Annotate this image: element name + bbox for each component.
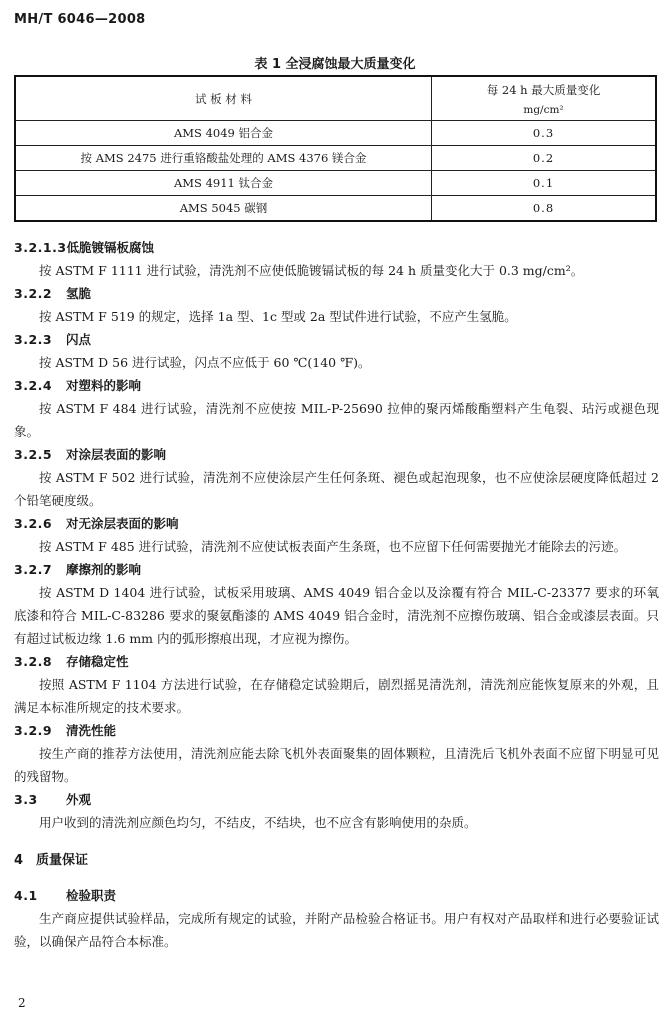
material-cell: AMS 4049 铝合金 [15, 121, 432, 146]
section-text-3-2-9: 按生产商的推荐方法使用，清洗剂应能去除飞机外表面聚集的固体颗粒，且清洗后飞机外表面不应留下明显可见的残留物。 [14, 746, 659, 784]
table-row [15, 171, 656, 196]
section-text-3-2-3: 按 ASTM D 56 进行试验，闪点不应低于 60 ℃(140 ℉)。 [39, 355, 371, 370]
material-cell: 按 AMS 2475 进行重铬酸盐处理的 AMS 4376 镁合金 [15, 146, 432, 171]
section-number: 3.2.3 [14, 332, 53, 347]
section-title: 存储稳定性 [66, 654, 129, 669]
value-cell: 0.1 [432, 171, 657, 196]
value-cell: 0.3 [432, 121, 657, 146]
section-heading-3-2-1-3 [14, 236, 659, 259]
table-caption: 表 1 全浸腐蚀最大质量变化 [254, 57, 416, 72]
section-number: 3.2.4 [14, 378, 53, 393]
section-heading-3-3 [14, 788, 659, 811]
section-title: 闪点 [66, 332, 92, 347]
section-heading-3-2-6 [14, 512, 659, 535]
section-text-3-2-6: 按 ASTM F 485 进行试验，清洗剂不应使试板表面产生条斑，也不应留下任何需要抛光才能除去的污迹。 [39, 539, 627, 554]
section-title: 摩擦剂的影响 [66, 562, 142, 577]
section-heading-4 [14, 844, 659, 878]
material-cell: AMS 5045 碳钢 [15, 196, 432, 222]
page-number: 2 [18, 996, 26, 1010]
material-cell: AMS 4911 钛合金 [15, 171, 432, 196]
section-title: 清洗性能 [66, 723, 117, 738]
section-heading-4-1 [14, 884, 659, 907]
section-text-3-2-2: 按 ASTM F 519 的规定，选择 1a 型、1c 型或 2a 型试件进行试验，不应产生氢脆。 [39, 309, 517, 324]
section-heading-3-2-5 [14, 443, 659, 466]
section-text-4-1: 生产商应提供试验样品，完成所有规定的试验，并附产品检验合格证书。用户有权对产品取样和进行必要验证试验，以确保产品符合本标准。 [14, 911, 659, 949]
table-row [15, 196, 656, 222]
section-title: 检验职责 [66, 888, 117, 903]
section-title: 对塑料的影响 [66, 378, 142, 393]
section-number: 4.1 [14, 888, 38, 903]
section-number: 3.2.2 [14, 286, 53, 301]
section-heading-3-2-2 [14, 282, 659, 305]
section-text-3-2-8: 按照 ASTM F 1104 方法进行试验，在存储稳定试验期后，剧烈摇晃清洗剂，清洗剂应能恢复原来的外观，且满足本标准所规定的技术要求。 [14, 677, 659, 715]
section-heading-3-2-4 [14, 374, 659, 397]
header-mass-change-label: 每 24 h 最大质量变化 [486, 82, 601, 97]
section-number: 3.2.8 [14, 654, 53, 669]
section-text-3-2-5: 按 ASTM F 502 进行试验，清洗剂不应使涂层产生任何条斑、褪色或起泡现象，也不应使涂层硬度降低超过 2 个铅笔硬度级。 [14, 470, 659, 508]
section-title: 质量保证 [36, 853, 89, 868]
section-number: 3.2.5 [14, 447, 53, 462]
table-max-mass-change [14, 75, 657, 222]
section-text-3-3: 用户收到的清洗剂应颜色均匀，不结皮，不结块，也不应含有影响使用的杂质。 [39, 815, 477, 830]
table-header-row [15, 76, 656, 121]
table-row [15, 146, 656, 171]
section-number: 3.2.9 [14, 723, 53, 738]
section-heading-3-2-3 [14, 328, 659, 351]
header-unit: mg/cm² [523, 103, 564, 116]
section-number: 3.2.7 [14, 562, 53, 577]
section-number: 3.3 [14, 792, 38, 807]
value-cell: 0.8 [432, 196, 657, 222]
header-mass-change [432, 76, 657, 121]
section-text-3-2-4: 按 ASTM F 484 进行试验，清洗剂不应使按 MIL-P-25690 拉伸的聚丙烯酸酯塑料产生龟裂、玷污或褪色现象。 [14, 401, 659, 439]
section-title: 对涂层表面的影响 [66, 447, 167, 462]
section-heading-3-2-8 [14, 650, 659, 673]
section-title: 对无涂层表面的影响 [66, 516, 179, 531]
standard-code: MH/T 6046—2008 [14, 12, 146, 27]
section-heading-3-2-9 [14, 719, 659, 742]
document-body [14, 236, 659, 953]
section-title: 外观 [66, 792, 92, 807]
section-number: 4 [14, 853, 24, 868]
section-text-3-2-7: 按 ASTM D 1404 进行试验，试板采用玻璃、AMS 4049 铝合金以及涂覆有符合 MIL-C-23377 要求的环氧底漆和符合 MIL-C-83286 要求的聚氨酯漆的 AMS 4049 铝合金时，清洗剂不应擦伤玻璃、铝合金或漆层表面。只有超过试板边缘 1.6 mm 内的弧形擦痕出现，才应视为擦伤。 [14, 585, 659, 646]
section-heading-3-2-7 [14, 558, 659, 581]
section-title: 氢脆 [66, 286, 92, 301]
value-cell: 0.2 [432, 146, 657, 171]
section-number: 3.2.1.3 [14, 240, 67, 255]
spacer [14, 834, 659, 844]
section-text-3-2-1-3: 按 ASTM F 1111 进行试验，清洗剂不应使低脆镀镉试板的每 24 h 质量变化大于 0.3 mg/cm²。 [39, 263, 584, 278]
section-title: 低脆镀镉板腐蚀 [66, 240, 155, 255]
table-row [15, 121, 656, 146]
section-number: 3.2.6 [14, 516, 53, 531]
header-material: 试 板 材 料 [15, 76, 432, 121]
